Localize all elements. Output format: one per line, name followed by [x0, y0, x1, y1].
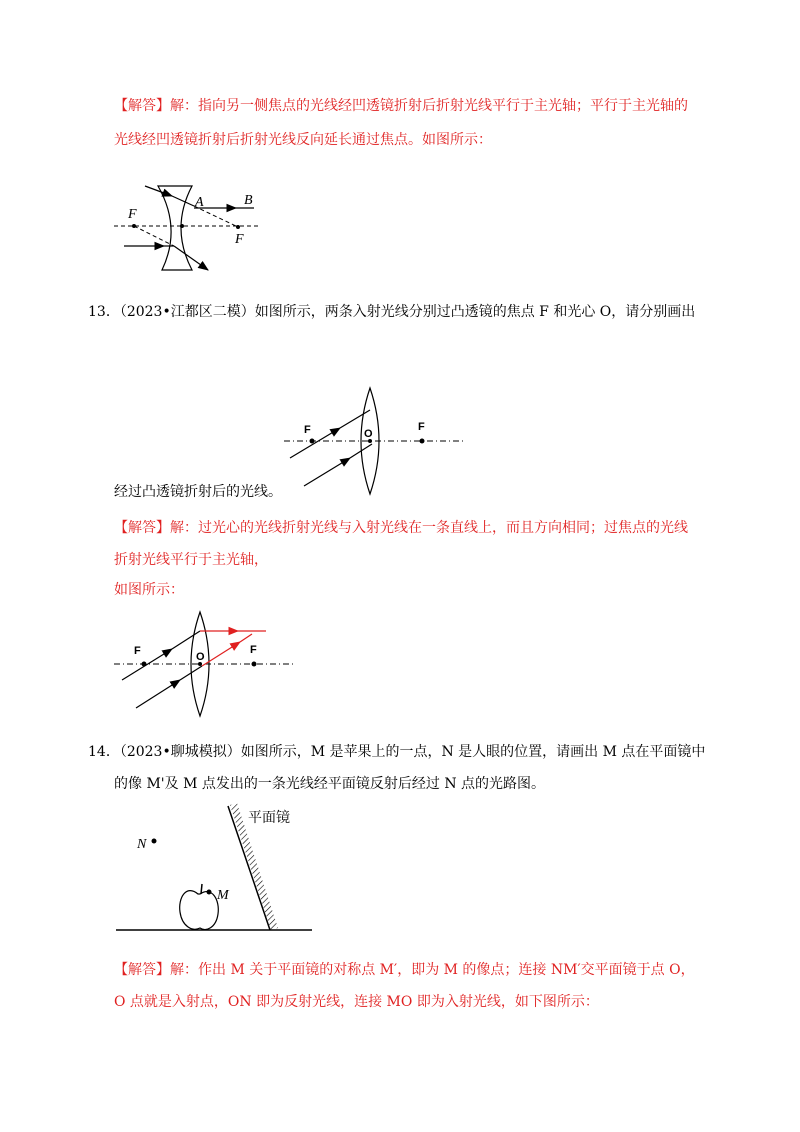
label-f-left: F [128, 207, 137, 222]
label-b: B [244, 193, 253, 208]
label-o: O [364, 428, 373, 440]
label-f-left: F [304, 424, 311, 436]
answer-14-line-2: O 点就是入射点，ON 即为反射光线，连接 MO 即为入射光线，如下图所示： [114, 994, 599, 1010]
label-o: O [196, 651, 205, 663]
question-13-line-1: 13．（2023•江都区二模）如图所示，两条入射光线分别过凸透镜的焦点 F 和光心 O，请分别画出 [88, 304, 696, 320]
label-n: N [137, 837, 147, 852]
answer-13-line-2: 折射光线平行于主光轴， [114, 552, 268, 568]
answer-13-line-1: 【解答】解：过光心的光线折射光线与入射光线在一条直线上，而且方向相同；过焦点的光线 [114, 520, 688, 536]
answer-14-line-1: 【解答】解：作出 M 关于平面镜的对称点 M′，即为 M 的像点；连接 NM′交平面镜于点 O， [114, 962, 695, 978]
answer-13-line-3: 如图所示： [114, 582, 184, 598]
label-f-left: F [134, 645, 141, 657]
label-mirror: 平面镜 [248, 809, 290, 825]
label-f-right: F [250, 644, 257, 656]
label-a: A [195, 195, 204, 210]
answer-12-line-2: 光线经凹透镜折射后折射光线反向延长通过焦点。如图所示： [114, 132, 492, 148]
label-f-right: F [235, 232, 244, 247]
question-14-line-2: 的像 M'及 M 点发出的一条光线经平面镜反射后经过 N 点的光路图。 [114, 776, 546, 792]
question-13-line-2: 经过凸透镜折射后的光线。 [114, 484, 282, 500]
answer-12-line-1: 【解答】解：指向另一侧焦点的光线经凹透镜折射后折射光线平行于主光轴；平行于主光轴的 [114, 98, 688, 114]
label-m: M [217, 888, 229, 903]
label-f-right: F [418, 421, 425, 433]
question-14-line-1: 14．（2023•聊城模拟）如图所示，M 是苹果上的一点，N 是人眼的位置，请画出 M 点在平面镜中 [88, 744, 706, 760]
